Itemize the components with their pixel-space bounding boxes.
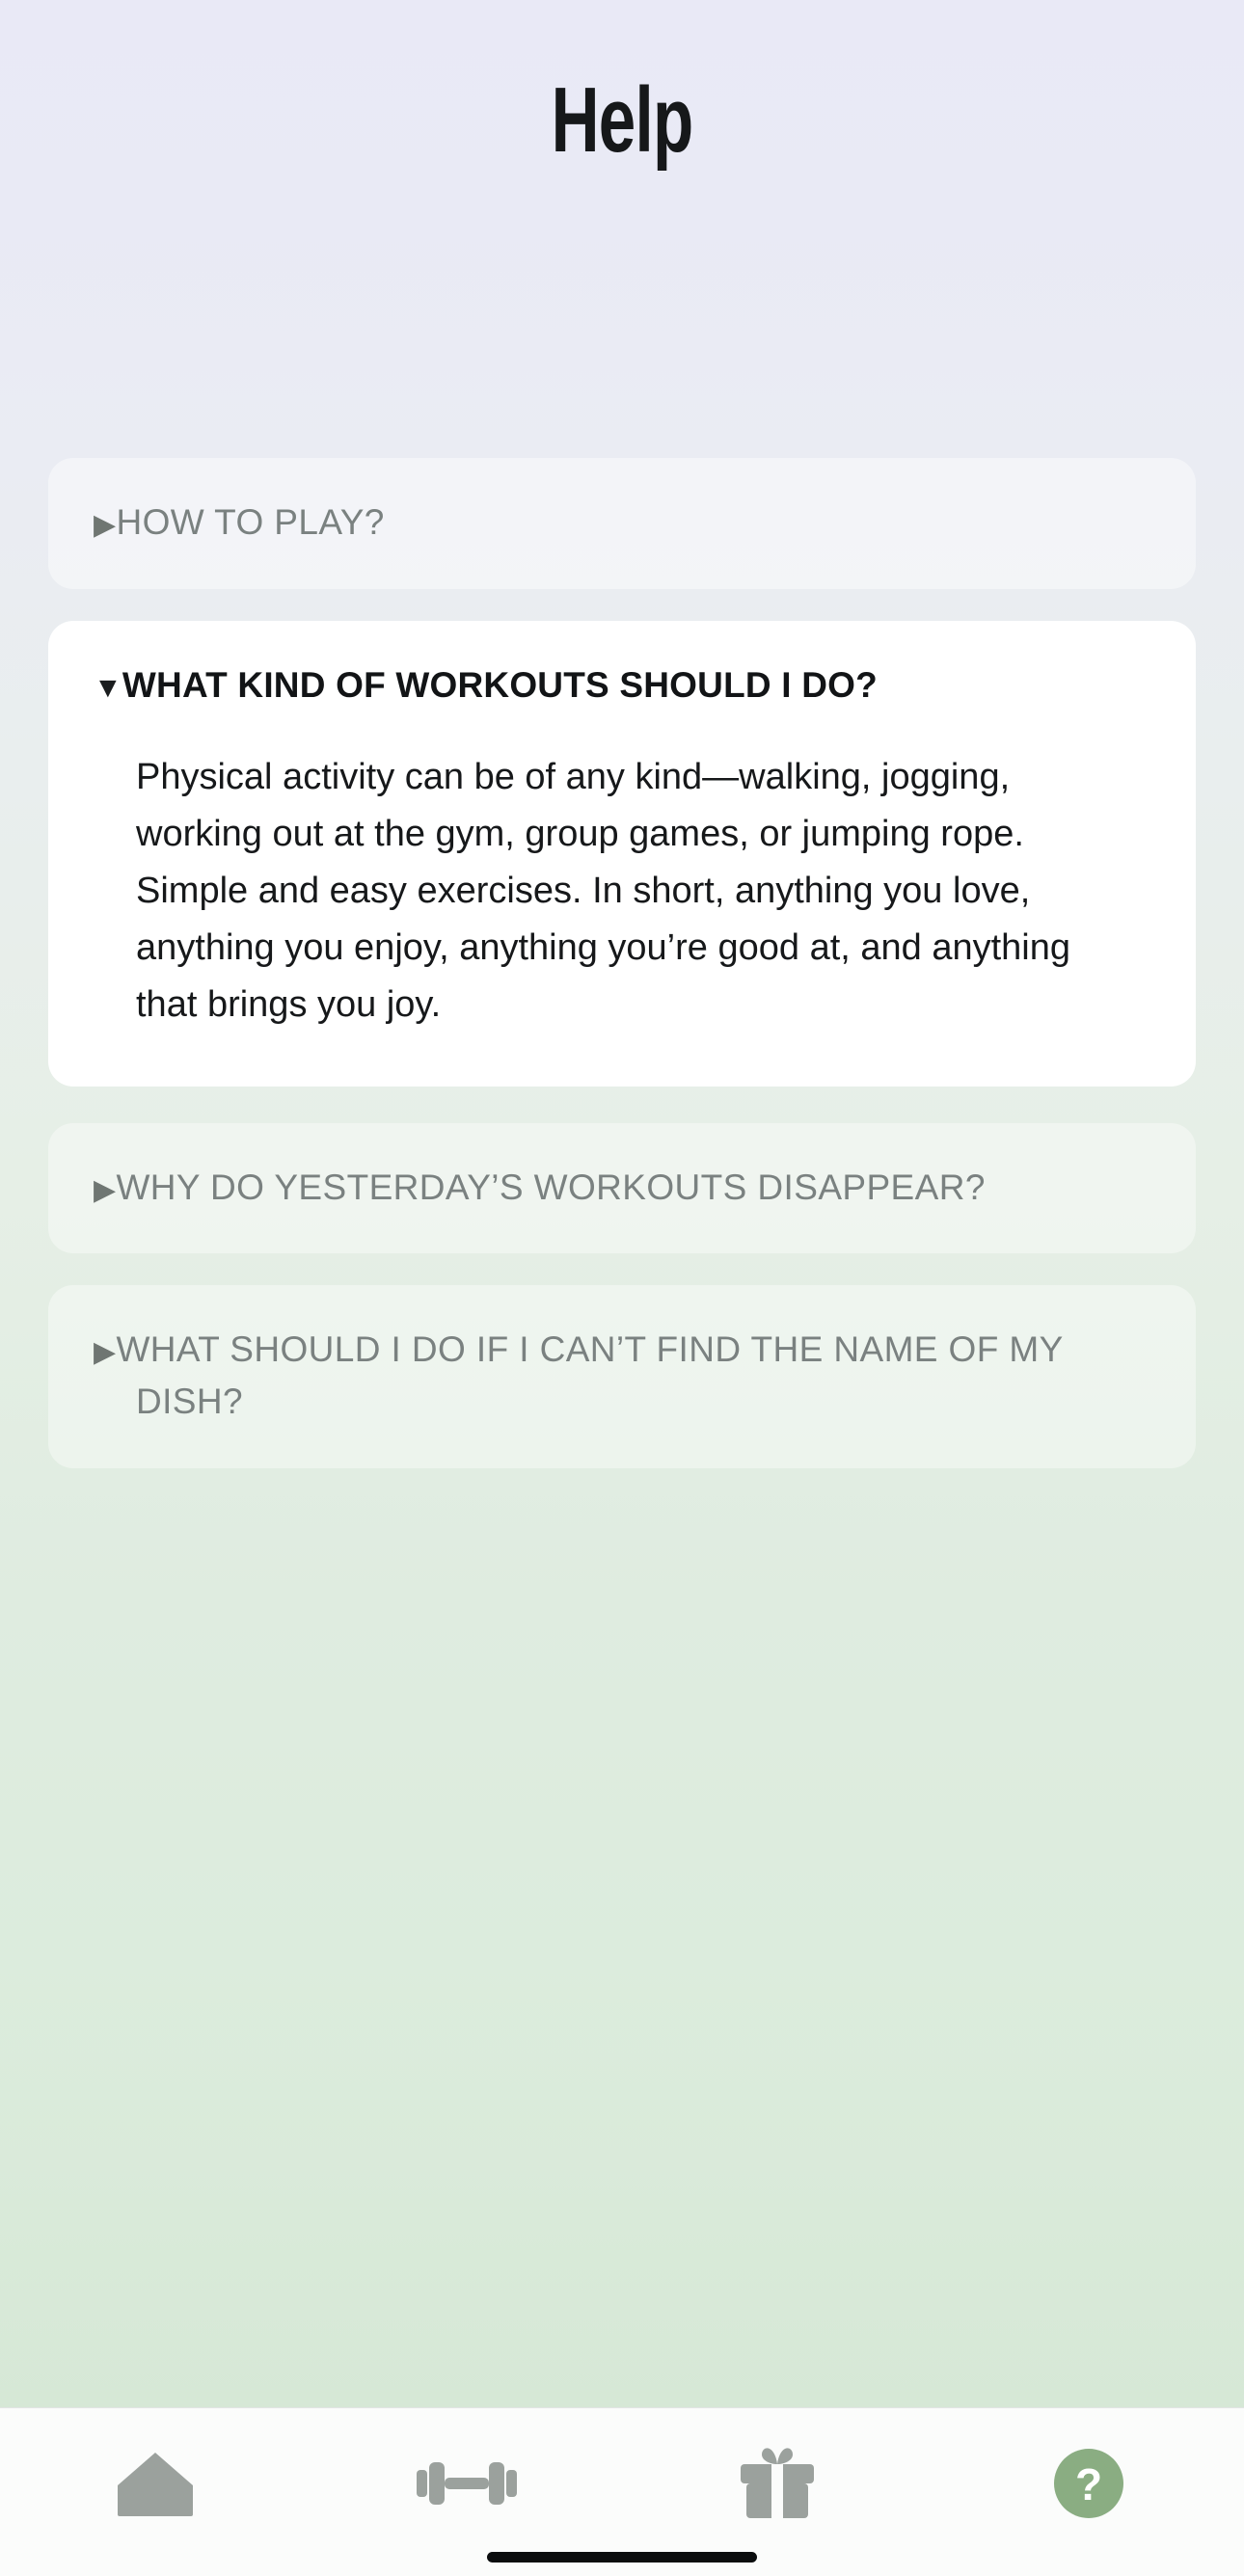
home-indicator[interactable]	[487, 2552, 757, 2563]
chevron-right-icon: ▶	[94, 1173, 117, 1206]
faq-question-label: HOW TO PLAY?	[116, 502, 385, 542]
faq-question-row[interactable]	[94, 496, 1150, 549]
home-icon	[114, 2449, 197, 2518]
tab-home[interactable]	[68, 2437, 242, 2529]
faq-question-text	[94, 1162, 986, 1214]
faq-item-why-workouts-disappear[interactable]	[48, 1123, 1196, 1254]
faq-question-label: WHAT SHOULD I DO IF I CAN’T FIND THE NAME OF MY DISH?	[116, 1329, 1064, 1422]
faq-item-what-kind-of-workouts[interactable]	[48, 621, 1196, 1087]
faq-item-cant-find-dish-name[interactable]	[48, 1285, 1196, 1467]
faq-answer-text: Physical activity can be of any kind—walking, jogging, working out at the gym, group games, or jumping rope. Simple and easy exercises. In short, anything you love, anything you enjoy, anything you’re good at, and anything that brings you joy.	[136, 757, 1070, 1025]
chevron-down-icon: ▼	[94, 671, 122, 704]
faq-question-row[interactable]	[94, 1324, 1150, 1427]
chevron-right-icon: ▶	[94, 1336, 117, 1369]
question-mark-icon	[1052, 2447, 1125, 2520]
faq-item-how-to-play[interactable]	[48, 458, 1196, 589]
svg-text:?: ?	[1074, 2458, 1102, 2509]
faq-question-text	[94, 1324, 1150, 1427]
faq-list	[0, 241, 1244, 2407]
dumbbell-icon	[417, 2455, 517, 2512]
faq-question-row[interactable]	[94, 659, 1150, 711]
page-title: Help	[551, 68, 693, 172]
home-indicator-area	[0, 2537, 1244, 2576]
faq-question-text	[94, 496, 385, 549]
faq-question-row[interactable]	[94, 1162, 1150, 1214]
header	[0, 0, 1244, 241]
gift-icon	[739, 2447, 816, 2520]
faq-question-label: WHY DO YESTERDAY’S WORKOUTS DISAPPEAR?	[116, 1167, 986, 1207]
tab-workouts[interactable]	[380, 2437, 554, 2529]
faq-question-text	[94, 659, 878, 711]
tab-rewards[interactable]	[690, 2437, 864, 2529]
faq-question-label: WHAT KIND OF WORKOUTS SHOULD I DO?	[122, 664, 878, 705]
chevron-right-icon: ▶	[94, 509, 117, 541]
tab-help[interactable]	[1002, 2437, 1176, 2529]
